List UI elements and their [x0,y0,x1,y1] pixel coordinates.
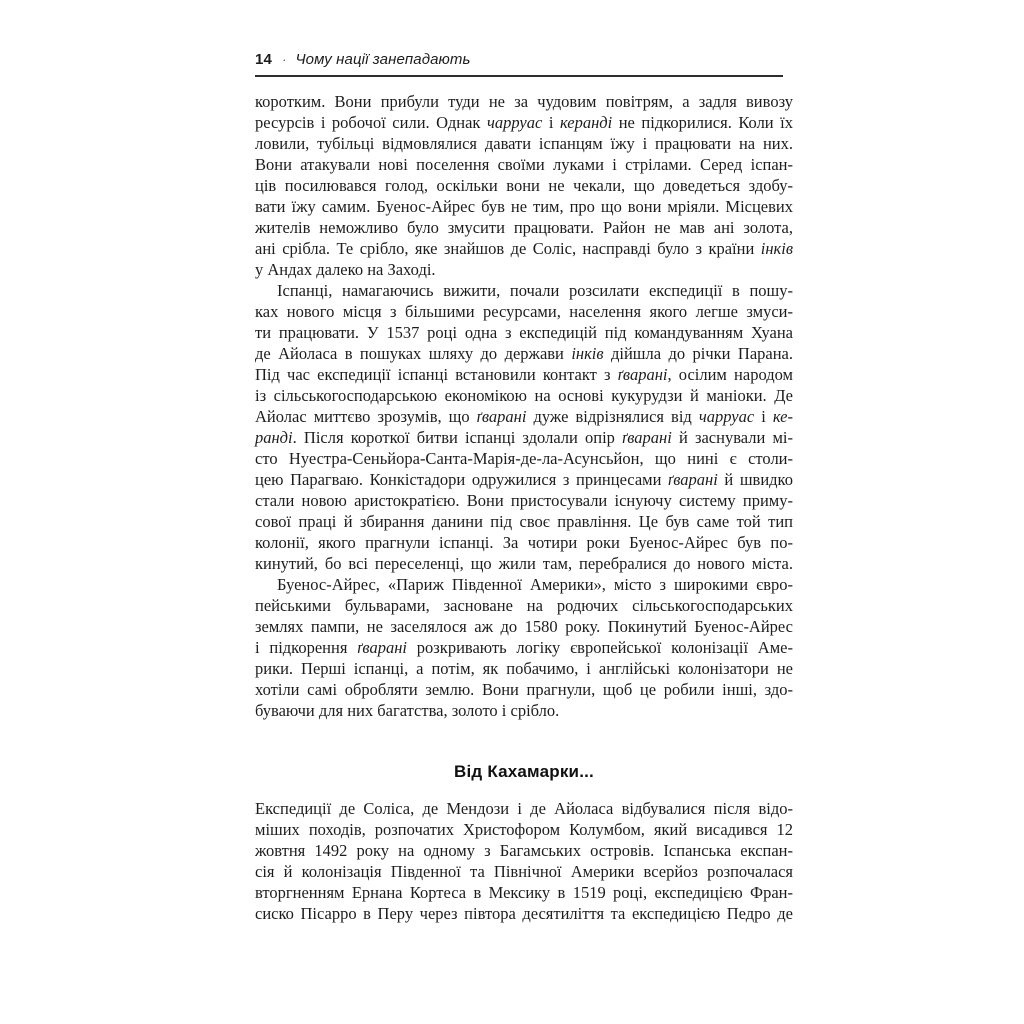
section-heading: Від Кахамарки... [454,762,594,781]
italic-text-run: ке- [772,407,793,426]
header-separator-dot: · [282,52,287,67]
italic-text-run: інків [760,239,793,258]
text-run: сиско Пісарро в Перу через півтора десятиліття та експедицією Педро де [255,904,793,923]
text-run: із сільськогосподарською економікою на основі кукурудзи й маніоки. Де [255,386,793,405]
text-line [255,322,793,343]
text-line [255,511,793,532]
text-line [255,840,793,861]
text-line [255,154,793,175]
text-run: ти працювати. У 1537 році одна з експедицій під командуванням Хуана [255,323,793,342]
text-run: жителів неможливо було змусити працювати. Район не мав ані золота, [255,218,793,237]
text-line [255,448,793,469]
text-line [255,385,793,406]
header-rule [255,75,783,77]
text-line [255,238,793,259]
text-run: стали новою аристократією. Вони пристосували існуючу систему приму- [255,491,793,510]
paragraph [255,280,793,574]
text-run: і [754,407,773,426]
text-run: дуже відрізнялися від [526,407,699,426]
text-line [255,819,793,840]
text-run: , осілим народом [667,365,793,384]
text-run: Під час експедиції іспанці встановили контакт з [255,365,618,384]
text-run: коротким. Вони прибули туди не за чудовим повітрям, а задля вивозу [255,92,793,111]
text-line [255,903,793,924]
text-run: ресурсів і робочої сили. Однак [255,113,487,132]
paragraph [255,798,793,924]
text-run: буваючи для них багатства, золото і срібло. [255,701,560,720]
text-run: сія й колонізація Південної та Північної Америки всерйоз розпочалася [255,862,793,881]
italic-text-run: ґварані [668,470,718,489]
text-run: колонії, якого прагнули іспанці. За чотири роки Буенос-Айрес був по- [255,533,793,552]
text-run: сто Нуестра-Сеньйора-Санта-Марія-де-ла-Асунсьйон, що нині є столи- [255,449,793,468]
text-run: ані срібла. Те срібло, яке знайшов де Соліс, насправді було з країни [255,239,761,258]
text-line [255,364,793,385]
text-run: кинутий, бо всі переселенці, що жили там, перебралися до нового міста. [255,554,793,573]
italic-text-run: керанді [559,113,613,132]
text-run: пейськими бульварами, засноване на родючих сільськогосподарських [255,596,793,615]
text-line [255,175,793,196]
text-line [255,490,793,511]
italic-text-run: ґварані [617,365,668,384]
text-run: не підкорилися. Коли їх [612,113,794,132]
text-run: . Після короткої битви іспанці здолали опір [292,428,623,447]
text-run: і підкорення [255,638,358,657]
running-title: Чому нації занепадають [295,51,471,68]
text-line [255,574,793,595]
text-line [255,259,793,280]
text-run: і [542,113,560,132]
text-run: ках нового місця з більшими ресурсами, населення якого легше змуси- [255,302,793,321]
text-run: Експедиції де Соліса, де Мендози і де Айоласа відбувалися після відо- [255,799,793,818]
text-run: жовтня 1492 року на одному з Багамських островів. Іспанська експан- [255,841,793,860]
italic-text-run: ранді [255,428,293,447]
text-line [255,196,793,217]
text-line [255,112,793,133]
text-line [255,658,793,679]
text-run: ловили, тубільці відмовлялися давати іспанцям їжу і працювати на них. [255,134,793,153]
text-run: й швидко [717,470,793,489]
text-line [255,700,793,721]
text-line [255,469,793,490]
text-run: де Айоласа в пошуках шляху до держави [255,344,572,363]
text-line [255,679,793,700]
text-line [255,798,793,819]
text-line [255,427,793,448]
text-line [255,280,793,301]
text-run: цею Парагваю. Конкістадори одружилися з принцесами [255,470,669,489]
text-run: Вони атакували нові поселення своїми луками і стрілами. Серед іспан- [255,155,793,174]
paragraph [255,91,793,280]
text-line [255,532,793,553]
text-line [255,301,793,322]
text-run: дійшла до річки Парана. [603,344,793,363]
italic-text-run: ґварані [357,638,407,657]
text-line [255,343,793,364]
italic-text-run: ґварані [476,407,527,426]
text-run: сової праці й збирання данини під своє правління. Це був саме той тип [255,512,793,531]
paragraph [255,574,793,721]
text-line [255,406,793,427]
text-run: землях пампи, не заселялося аж до 1580 року. Покинутий Буенос-Айрес [255,617,793,636]
running-header [255,51,793,68]
text-run: Айолас миттєво зрозумів, що [255,407,477,426]
text-run: рики. Перші іспанці, а потім, як побачимо, і англійські колонізатори не [255,659,793,678]
italic-text-run: чарруас [486,113,543,132]
text-line [255,553,793,574]
text-run: міших походів, розпочатих Христофором Колумбом, який висадився 12 [255,820,793,839]
text-run: розкривають логіку європейської колонізації Аме- [407,638,793,657]
text-line [255,217,793,238]
text-run: вати їжу самим. Буенос-Айрес був не тим, про що вони мріяли. Місцевих [255,197,793,216]
text-run: вторгненням Ернана Кортеса в Мексику в 1519 році, експедицією Фран- [255,883,793,902]
text-line [255,861,793,882]
text-run: Іспанці, намагаючись вижити, почали розсилати експедиції в пошу- [277,281,793,300]
italic-text-run: чарруас [698,407,755,426]
text-run: ців посилювався голод, оскільки вони не чекали, що доведеться здобу- [255,176,793,195]
text-run: й заснували мі- [671,428,793,447]
text-run: Буенос-Айрес, «Париж Південної Америки», місто з широкими євро- [277,575,793,594]
text-line [255,616,793,637]
italic-text-run: інків [571,344,604,363]
italic-text-run: ґварані [622,428,672,447]
text-line [255,595,793,616]
body-text [255,91,793,924]
text-line [255,133,793,154]
text-run: хотіли самі обробляти землю. Вони прагнули, щоб це робили інші, здо- [255,680,793,699]
text-run: у Андах далеко на Заході. [255,260,436,279]
text-line [255,882,793,903]
text-line [255,637,793,658]
page-number: 14 [255,51,273,68]
text-line [255,91,793,112]
